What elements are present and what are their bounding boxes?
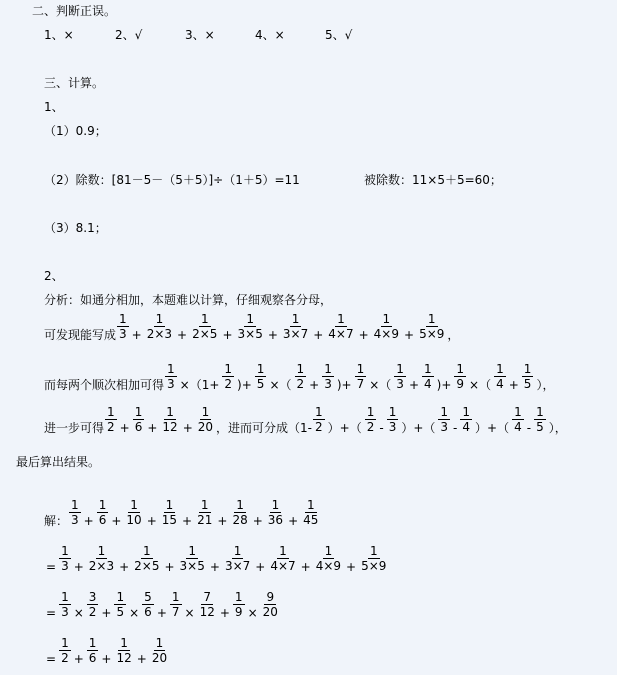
solution-line-1 — [44, 498, 321, 527]
operator: + — [136, 651, 147, 666]
fraction — [229, 498, 250, 527]
denominator: 4 — [514, 420, 522, 434]
denominator: 3×7 — [282, 327, 309, 341]
operator: + — [404, 327, 415, 342]
fraction — [416, 312, 447, 341]
denominator: 7 — [356, 377, 365, 391]
numerator: 1 — [97, 544, 106, 558]
denominator: 3 — [440, 420, 449, 434]
denominator: 4×9 — [315, 559, 342, 573]
operator: ×（1+ — [179, 378, 220, 392]
numerator: 1 — [356, 362, 365, 376]
denominator: 2 — [366, 420, 375, 434]
solution-line-2 — [44, 544, 389, 573]
denominator: 4×7 — [328, 327, 354, 341]
operator: + — [182, 513, 193, 528]
fraction — [312, 405, 326, 434]
fraction — [113, 590, 127, 619]
fraction — [141, 590, 155, 619]
operator: + — [313, 327, 324, 342]
numerator: 1 — [456, 362, 465, 376]
fraction — [364, 405, 378, 434]
numerator: 1 — [201, 405, 210, 419]
denominator: 20 — [151, 651, 168, 665]
denominator: 5 — [256, 377, 265, 391]
fraction — [511, 405, 525, 434]
numerator: 1 — [107, 405, 115, 419]
q1-part2-divisor: （2）除数：[81－5－（5＋5）]÷（1＋5）=11 — [44, 173, 300, 187]
operator: + — [131, 327, 142, 342]
denominator: 21 — [197, 513, 213, 527]
denominator: 3×5 — [237, 327, 263, 341]
denominator: 2×5 — [192, 327, 218, 341]
fraction — [354, 362, 368, 391]
answer-4: 4、× — [255, 28, 285, 42]
fraction — [113, 636, 134, 665]
equals-sign: = — [46, 651, 57, 666]
answer-3: 3、× — [185, 28, 215, 42]
operator: × — [184, 605, 195, 620]
operator: + — [101, 651, 112, 666]
numerator: 1 — [256, 362, 265, 376]
fraction — [221, 362, 235, 391]
numerator: 1 — [296, 362, 305, 376]
numerator: 1 — [120, 636, 128, 650]
answer-1: 1、× — [44, 28, 74, 42]
operator: + — [156, 605, 167, 620]
denominator: 5 — [116, 605, 125, 619]
numerator: 1 — [424, 362, 432, 376]
operator: ×（ — [269, 378, 292, 392]
denominator: 3 — [71, 513, 79, 527]
numerator: 1 — [130, 498, 138, 512]
numerator: 1 — [155, 636, 164, 650]
operator: + — [119, 420, 130, 435]
fraction — [149, 636, 170, 665]
denominator: 4×9 — [373, 327, 399, 341]
denominator: 2×3 — [88, 559, 115, 573]
fraction — [195, 405, 216, 434]
operator: + — [255, 559, 266, 574]
operator: × — [247, 605, 258, 620]
line-text: 而每两个顺次相加可得 — [44, 378, 165, 392]
fraction — [421, 362, 435, 391]
denominator: 36 — [267, 513, 284, 527]
numerator: 1 — [233, 544, 242, 558]
operator: + — [252, 513, 263, 528]
numerator: 1 — [246, 312, 254, 326]
fraction — [300, 498, 321, 527]
fraction — [68, 498, 82, 527]
fraction — [232, 590, 246, 619]
numerator: 1 — [271, 498, 280, 512]
operator: ）+（ — [401, 421, 436, 435]
fraction — [116, 312, 130, 341]
line-text: ， — [447, 328, 460, 342]
numerator: 1 — [440, 405, 449, 419]
fraction — [164, 362, 178, 391]
denominator: 3 — [61, 559, 69, 573]
operator: + — [119, 559, 130, 574]
operator: + — [219, 605, 230, 620]
denominator: 2 — [61, 651, 69, 665]
operator: - — [379, 420, 384, 435]
denominator: 3 — [324, 377, 332, 391]
line-text: 可发现能写成 — [44, 328, 117, 342]
fraction — [123, 498, 144, 527]
numerator: 1 — [166, 405, 174, 419]
operator: + — [101, 605, 112, 620]
denominator: 3 — [167, 377, 175, 391]
operator: - — [526, 420, 532, 435]
operator: + — [209, 559, 220, 574]
fraction — [313, 544, 344, 573]
numerator: 1 — [155, 312, 164, 326]
line-text: 进一步可得 — [44, 421, 105, 435]
operator: + — [73, 559, 84, 574]
numerator: 1 — [315, 405, 323, 419]
denominator: 45 — [303, 513, 319, 527]
numerator: 1 — [496, 362, 504, 376]
operator: + — [222, 327, 233, 342]
numerator: 1 — [88, 636, 97, 650]
numerator: 1 — [167, 362, 175, 376]
section-3-title: 三、计算。 — [44, 76, 105, 90]
denominator: 6 — [88, 651, 97, 665]
numerator: 9 — [266, 590, 275, 604]
fraction — [169, 590, 183, 619]
numerator: 1 — [337, 312, 345, 326]
fraction — [386, 405, 400, 434]
fraction — [265, 498, 286, 527]
numerator: 1 — [462, 405, 471, 419]
numerator: 1 — [98, 498, 107, 512]
answer-5: 5、√ — [325, 28, 353, 42]
numerator: 1 — [306, 498, 315, 512]
numerator: 1 — [427, 312, 436, 326]
denominator: 2 — [315, 420, 323, 434]
denominator: 2 — [88, 605, 97, 619]
numerator: 1 — [116, 590, 125, 604]
operator: + — [358, 327, 369, 342]
denominator: 12 — [162, 420, 178, 434]
denominator: 3 — [119, 327, 127, 341]
numerator: 1 — [236, 498, 244, 512]
operator: )+ — [436, 377, 452, 392]
analysis-line-2 — [44, 362, 556, 391]
q1-part1: （1）0.9； — [44, 124, 107, 138]
numerator: 1 — [536, 405, 544, 419]
fraction — [131, 544, 162, 573]
fraction — [235, 312, 266, 341]
operator: + — [147, 420, 158, 435]
denominator: 4 — [496, 377, 504, 391]
denominator: 5×9 — [419, 327, 445, 341]
denominator: 2×3 — [146, 327, 173, 341]
numerator: 1 — [165, 498, 174, 512]
fraction — [280, 312, 311, 341]
operator: + — [182, 420, 193, 435]
denominator: 15 — [161, 513, 178, 527]
fraction — [58, 636, 72, 665]
analysis-line-1 — [44, 312, 459, 341]
fraction — [325, 312, 356, 341]
operator: ×（ — [469, 378, 492, 392]
denominator: 5 — [536, 420, 544, 434]
fraction — [159, 405, 180, 434]
numerator: 1 — [324, 544, 333, 558]
numerator: 1 — [279, 544, 287, 558]
numerator: 1 — [324, 362, 332, 376]
denominator: 2×5 — [134, 559, 160, 573]
operator: )+ — [336, 377, 352, 392]
denominator: 10 — [126, 513, 142, 527]
operator: × — [129, 605, 140, 620]
fraction — [194, 498, 215, 527]
final-step-text: 最后算出结果。 — [16, 455, 101, 469]
denominator: 5 — [523, 377, 532, 391]
analysis-text: 分析：如通分相加，本题难以计算，仔细观察各分母， — [44, 293, 333, 307]
fraction — [86, 636, 100, 665]
fraction — [437, 405, 451, 434]
denominator: 4 — [424, 377, 432, 391]
denominator: 3×7 — [224, 559, 251, 573]
fraction — [197, 590, 218, 619]
fraction — [260, 590, 281, 619]
numerator: 1 — [134, 405, 143, 419]
fraction — [459, 405, 473, 434]
numerator: 1 — [234, 590, 243, 604]
operator: ）+（ — [327, 421, 362, 435]
numerator: 1 — [523, 362, 532, 376]
numerator: 1 — [61, 636, 69, 650]
denominator: 20 — [197, 420, 214, 434]
numerator: 1 — [171, 590, 180, 604]
denominator: 5×9 — [361, 559, 387, 573]
numerator: 5 — [144, 590, 152, 604]
denominator: 6 — [144, 605, 152, 619]
line-text: ，进而可分成（1- — [216, 421, 313, 435]
numerator: 1 — [61, 590, 69, 604]
equals-sign: = — [46, 605, 57, 620]
denominator: 9 — [456, 377, 465, 391]
numerator: 1 — [291, 312, 300, 326]
numerator: 3 — [88, 590, 97, 604]
fraction — [321, 362, 335, 391]
numerator: 1 — [143, 544, 151, 558]
denominator: 3 — [61, 605, 69, 619]
operator: + — [217, 513, 228, 528]
fraction — [104, 405, 118, 434]
operator: + — [73, 651, 84, 666]
fraction — [189, 312, 220, 341]
numerator: 1 — [119, 312, 127, 326]
operator: + — [177, 327, 188, 342]
denominator: 3×5 — [179, 559, 205, 573]
numerator: 1 — [200, 498, 209, 512]
fraction — [58, 544, 72, 573]
operator: ×（ — [369, 378, 392, 392]
denominator: 2 — [107, 420, 115, 434]
operator: + — [146, 513, 157, 528]
operator: ）+（ — [475, 421, 510, 435]
denominator: 6 — [134, 420, 143, 434]
fraction — [159, 498, 180, 527]
denominator: 3 — [388, 420, 397, 434]
operator: × — [73, 605, 84, 620]
numerator: 1 — [200, 312, 209, 326]
denominator: 9 — [234, 605, 243, 619]
equals-sign: = — [46, 559, 57, 574]
line-text: 解： — [44, 514, 69, 528]
denominator: 12 — [116, 651, 132, 665]
fraction — [371, 312, 402, 341]
fraction — [493, 362, 507, 391]
question-1-label: 1、 — [44, 100, 64, 114]
numerator: 1 — [61, 544, 69, 558]
operator: ）， — [548, 421, 567, 435]
denominator: 20 — [262, 605, 278, 619]
denominator: 4×7 — [270, 559, 296, 573]
operator: + — [346, 559, 357, 574]
fraction — [521, 362, 535, 391]
denominator: 7 — [171, 605, 180, 619]
denominator: 2 — [224, 377, 233, 391]
operator: + — [508, 377, 519, 392]
q1-part3: （3）8.1； — [44, 221, 107, 235]
solution-line-3 — [44, 590, 281, 619]
fraction — [453, 362, 467, 391]
operator: ）， — [536, 378, 555, 392]
q1-part2-dividend: 被除数：11×5＋5=60； — [364, 173, 502, 187]
section-2-title: 二、判断正误。 — [32, 4, 117, 18]
operator: + — [83, 513, 94, 528]
answer-2: 2、√ — [115, 28, 143, 42]
numerator: 1 — [396, 362, 404, 376]
fraction — [393, 362, 407, 391]
denominator: 12 — [199, 605, 215, 619]
fraction — [533, 405, 547, 434]
operator: + — [300, 559, 311, 574]
denominator: 28 — [232, 513, 248, 527]
fraction — [177, 544, 208, 573]
numerator: 1 — [224, 362, 233, 376]
denominator: 4 — [462, 420, 471, 434]
numerator: 1 — [366, 405, 375, 419]
numerator: 1 — [382, 312, 391, 326]
denominator: 3 — [396, 377, 404, 391]
numerator: 1 — [388, 405, 397, 419]
question-2-label: 2、 — [44, 269, 64, 283]
operator: + — [267, 327, 278, 342]
operator: + — [288, 513, 299, 528]
fraction — [144, 312, 175, 341]
numerator: 7 — [203, 590, 212, 604]
fraction — [58, 590, 72, 619]
operator: + — [164, 559, 175, 574]
fraction — [132, 405, 146, 434]
denominator: 6 — [98, 513, 107, 527]
fraction — [86, 590, 100, 619]
fraction — [294, 362, 308, 391]
operator: )+ — [237, 377, 252, 392]
numerator: 1 — [188, 544, 197, 558]
operator: + — [309, 377, 320, 392]
operator: + — [111, 513, 122, 528]
fraction — [267, 544, 298, 573]
fraction — [222, 544, 253, 573]
analysis-line-3 — [44, 405, 569, 434]
fraction — [86, 544, 117, 573]
solution-line-4 — [44, 636, 170, 665]
numerator: 1 — [514, 405, 522, 419]
fraction — [96, 498, 110, 527]
operator: - — [453, 420, 458, 435]
fraction — [254, 362, 268, 391]
numerator: 1 — [369, 544, 378, 558]
operator: + — [408, 377, 419, 392]
denominator: 2 — [296, 377, 305, 391]
fraction — [358, 544, 389, 573]
numerator: 1 — [71, 498, 79, 512]
